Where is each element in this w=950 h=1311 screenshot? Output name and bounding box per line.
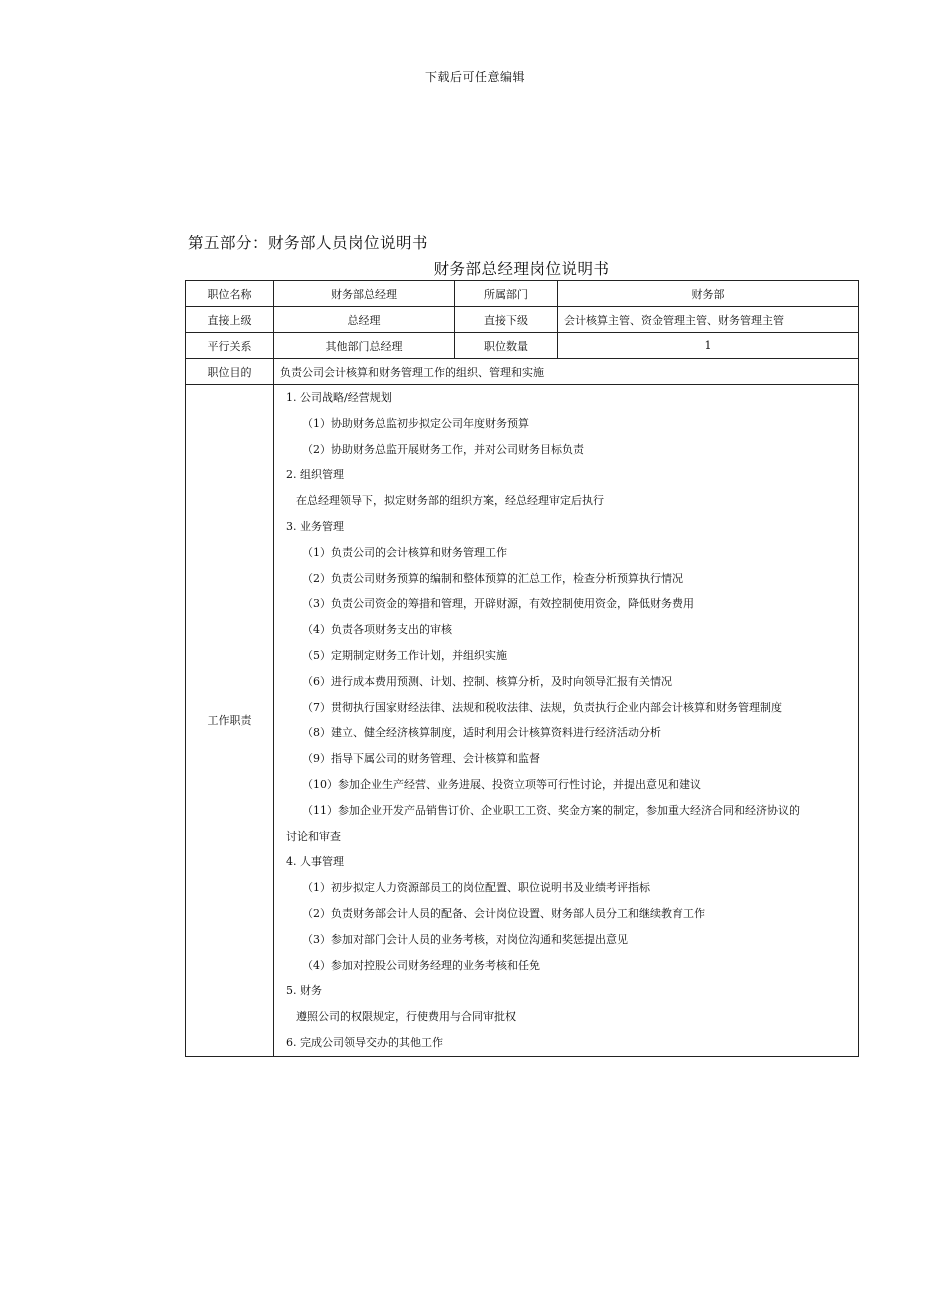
duty-item: 遵照公司的权限规定，行使费用与合同审批权	[296, 1010, 516, 1024]
table-row	[186, 333, 859, 359]
duty-heading: 6. 完成公司领导交办的其他工作	[286, 1035, 443, 1049]
department-label: 所属部门	[455, 281, 558, 307]
duty-item: （5）定期制定财务工作计划，并组织实施	[302, 648, 507, 662]
duty-item: （9）指导下属公司的财务管理、会计核算和监督	[302, 752, 540, 766]
duty-item: 在总经理领导下，拟定财务部的组织方案，经总经理审定后执行	[296, 494, 604, 508]
duty-item: （6）进行成本费用预测、计划、控制、核算分析，及时向领导汇报有关情况	[302, 674, 672, 688]
position-name-label: 职位名称	[186, 281, 274, 307]
subordinate-label: 直接下级	[455, 307, 558, 333]
job-description-table	[185, 280, 859, 1057]
duty-item: （4）参加对控股公司财务经理的业务考核和任免	[302, 958, 540, 972]
count-value: 1	[558, 333, 859, 359]
peer-label: 平行关系	[186, 333, 274, 359]
duty-item: （4）负责各项财务支出的审核	[302, 623, 452, 637]
duty-item: （8）建立、健全经济核算制度，适时利用会计核算资料进行经济活动分析	[302, 726, 661, 740]
duty-heading: 4. 人事管理	[286, 855, 344, 869]
duty-item: （7）贯彻执行国家财经法律、法规和税收法律、法规，负责执行企业内部会计核算和财务管理制度	[302, 700, 782, 714]
table-title: 财务部总经理岗位说明书	[433, 260, 610, 278]
count-label: 职位数量	[455, 333, 558, 359]
duties-label: 工作职责	[186, 385, 274, 1057]
duty-heading: 3. 业务管理	[286, 519, 344, 533]
duty-item: （2）负责公司财务预算的编制和整体预算的汇总工作，检查分析预算执行情况	[302, 571, 683, 585]
department-value: 财务部	[558, 281, 859, 307]
duty-heading: 2. 组织管理	[286, 468, 344, 482]
duty-item: （3）参加对部门会计人员的业务考核，对岗位沟通和奖惩提出意见	[302, 932, 628, 946]
duty-item: （11）参加企业开发产品销售订价、企业职工工资、奖金方案的制定，参加重大经济合同和经济协议的	[302, 803, 800, 817]
duty-heading: 1. 公司战略/经营规划	[286, 391, 392, 404]
duty-item: （1）初步拟定人力资源部员工的岗位配置、职位说明书及业绩考评指标	[302, 881, 650, 895]
table-row	[186, 307, 859, 333]
duty-item: （10）参加企业生产经营、业务进展、投资立项等可行性讨论，并提出意见和建议	[302, 777, 701, 791]
duty-item-continued: 讨论和审查	[286, 829, 341, 843]
peer-value: 其他部门总经理	[274, 333, 455, 359]
purpose-label: 职位目的	[186, 359, 274, 385]
duties-cell	[274, 385, 859, 1057]
duty-item: （1）负责公司的会计核算和财务管理工作	[302, 545, 507, 559]
duty-item: （2）协助财务总监开展财务工作，并对公司财务目标负责	[302, 442, 584, 456]
duty-heading: 5. 财务	[286, 984, 322, 998]
superior-value: 总经理	[274, 307, 455, 333]
duty-item: （3）负责公司资金的筹措和管理，开辟财源，有效控制使用资金，降低财务费用	[302, 597, 694, 611]
position-name-value: 财务部总经理	[274, 281, 455, 307]
superior-label: 直接上级	[186, 307, 274, 333]
header-note: 下载后可任意编辑	[424, 70, 525, 84]
table-row	[186, 359, 859, 385]
purpose-value: 负责公司会计核算和财务管理工作的组织、管理和实施	[274, 359, 859, 385]
duty-item: （1）协助财务总监初步拟定公司年度财务预算	[302, 416, 529, 430]
table-row	[186, 385, 859, 1057]
section-title: 第五部分：财务部人员岗位说明书	[188, 234, 429, 252]
duty-item: （2）负责财务部会计人员的配备、会计岗位设置、财务部人员分工和继续教育工作	[302, 906, 705, 920]
subordinate-value: 会计核算主管、资金管理主管、财务管理主管	[558, 307, 859, 333]
table-row	[186, 281, 859, 307]
